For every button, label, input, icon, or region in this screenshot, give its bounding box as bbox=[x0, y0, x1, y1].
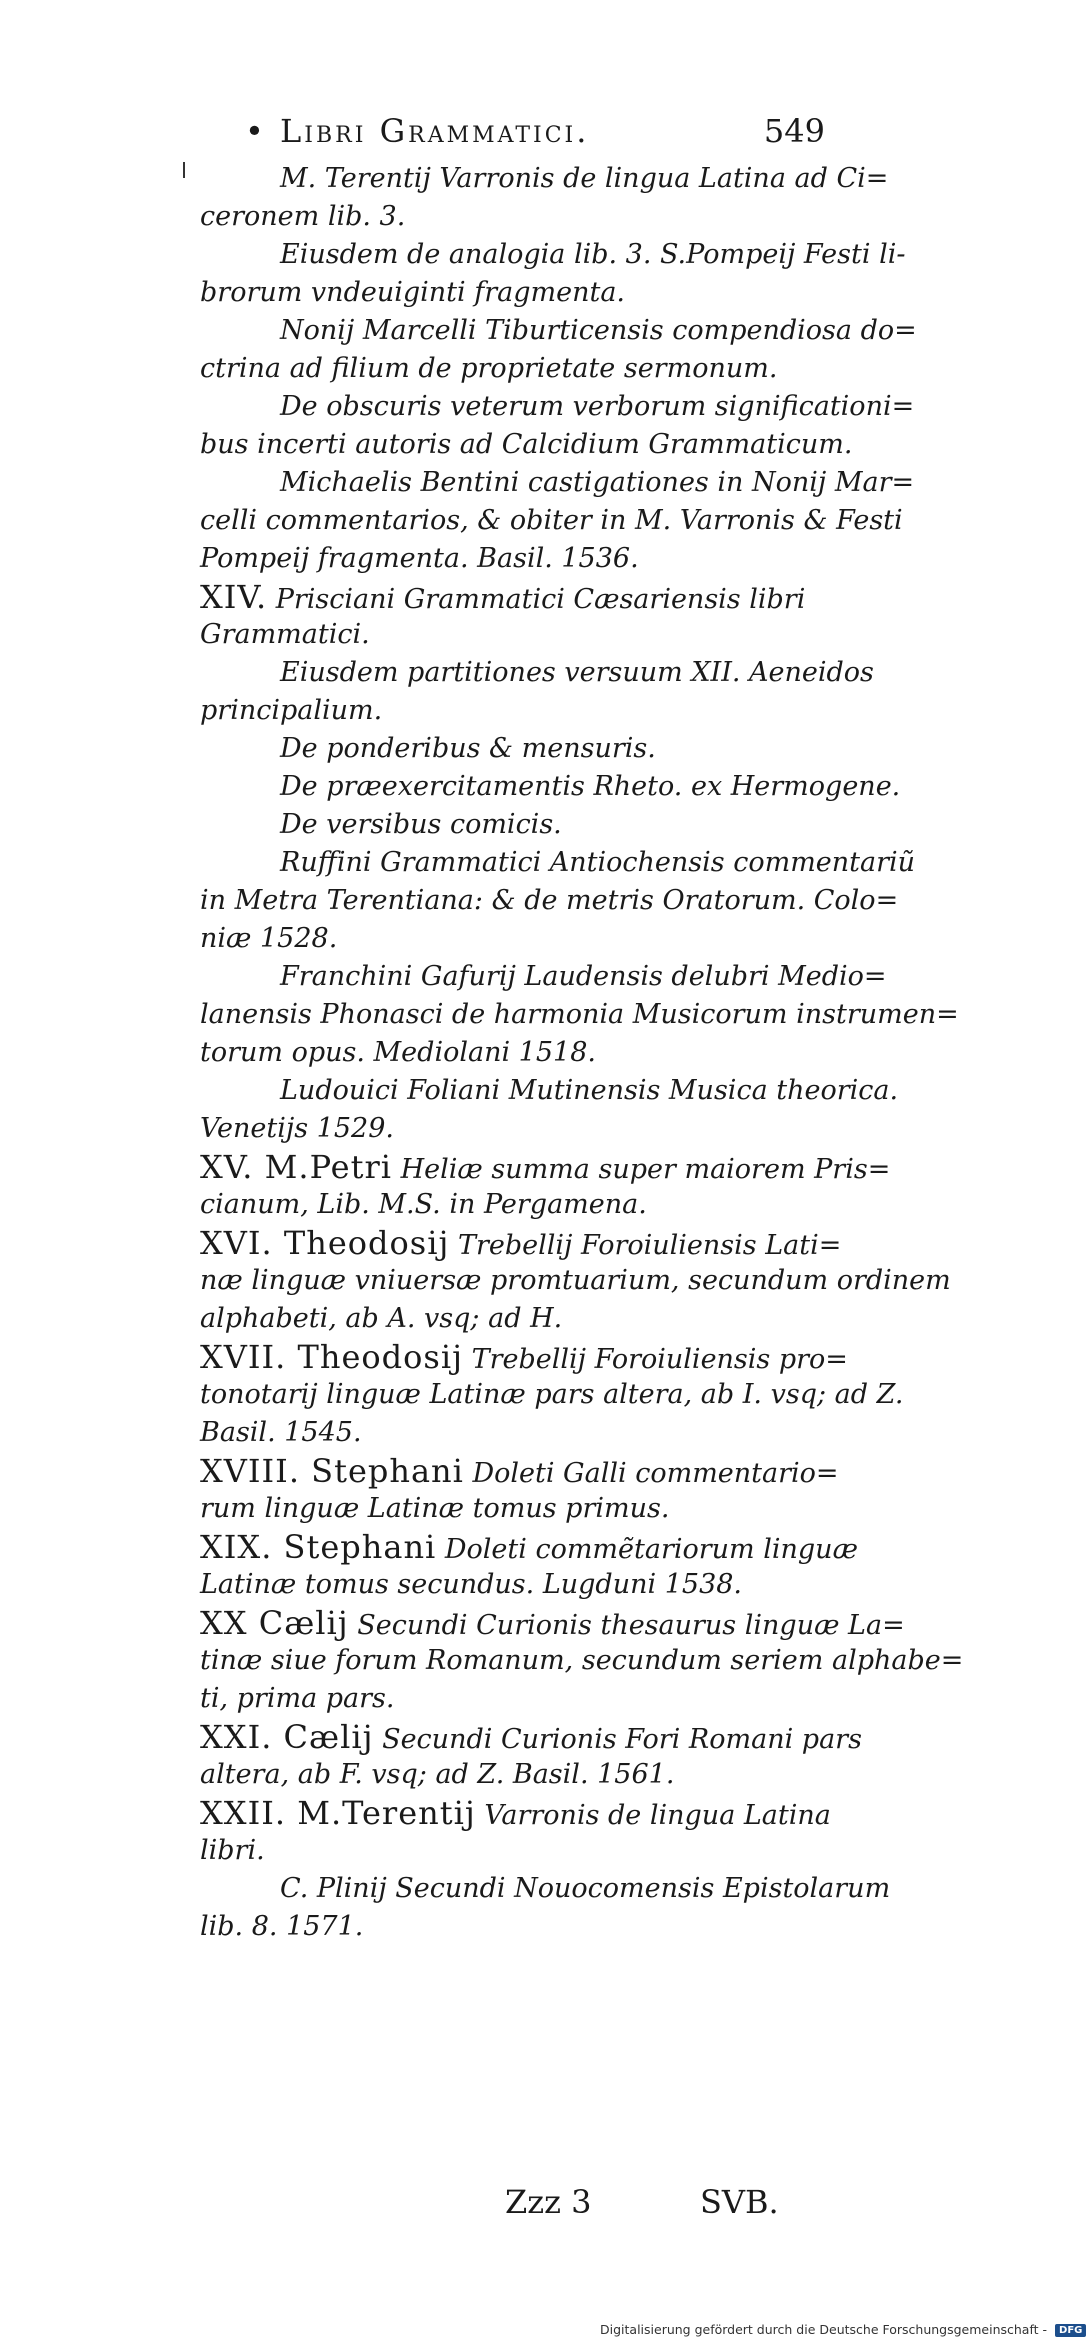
catalog-text-line: Venetijs 1529. bbox=[200, 1113, 394, 1144]
entry-number: XXII. M.Terentij bbox=[200, 1794, 476, 1832]
catalog-text-line: De præexercitamentis Rheto. ex Hermogene. bbox=[280, 771, 901, 802]
catalog-text-line: cianum, Lib. M.S. in Pergamena. bbox=[200, 1189, 647, 1220]
catalog-entry-heading-line bbox=[200, 1338, 848, 1376]
catalog-text-line: Ruffini Grammatici Antiochensis commentariũ bbox=[280, 847, 916, 878]
entry-title-text: Secundi Curionis Fori Romani pars bbox=[373, 1724, 862, 1755]
catalog-entry-heading-line bbox=[200, 1224, 840, 1262]
catalog-text-line: C. Plinij Secundi Nouocomensis Epistolarum bbox=[280, 1873, 891, 1904]
catalog-text-line: Eiusdem de analogia lib. 3. S.Pompeij Festi li- bbox=[280, 239, 906, 270]
margin-mark bbox=[183, 162, 185, 178]
catalog-text-line: M. Terentij Varronis de lingua Latina ad Ci= bbox=[280, 163, 889, 194]
catalog-text-line: Latinæ tomus secundus. Lugduni 1538. bbox=[200, 1569, 743, 1600]
catalog-entry-heading-line bbox=[200, 1718, 862, 1756]
catalog-text-line: rum linguæ Latinæ tomus primus. bbox=[200, 1493, 670, 1524]
catalog-text-line: Nonij Marcelli Tiburticensis compendiosa do= bbox=[280, 315, 917, 346]
signature-mark: Zzz 3 bbox=[505, 2183, 592, 2221]
entry-number: XXI. Cælij bbox=[200, 1718, 374, 1756]
digitization-note-text: Digitalisierung gefördert durch die Deutsche Forschungsgemeinschaft - bbox=[600, 2322, 1048, 2337]
catalog-text-line: principalium. bbox=[200, 695, 383, 726]
catalog-text-line: celli commentarios, & obiter in M. Varronis & Festi bbox=[200, 505, 903, 536]
catalog-entry-heading-line bbox=[200, 1148, 891, 1186]
catalog-text-line: Ludouici Foliani Mutinensis Musica theorica. bbox=[280, 1075, 899, 1106]
catalog-text-line: tonotarij linguæ Latinæ pars altera, ab I. vsq; ad Z. bbox=[200, 1379, 904, 1410]
page-footer bbox=[505, 2183, 805, 2229]
catalog-text-line: De versibus comicis. bbox=[280, 809, 562, 840]
catalog-entry-heading-line bbox=[200, 1604, 905, 1642]
catalog-text-line: Eiusdem partitiones versuum XII. Aeneidos bbox=[280, 657, 874, 688]
entry-number: XVI. Theodosij bbox=[200, 1224, 450, 1262]
entry-number: XX Cælij bbox=[200, 1604, 349, 1642]
catalog-text-line: De obscuris veterum verborum significationi= bbox=[280, 391, 915, 422]
running-head: • Libri Grammatici. bbox=[245, 112, 590, 150]
entry-title-text: Doleti commẽtariorum linguæ bbox=[436, 1534, 858, 1565]
catalog-text-line: libri. bbox=[200, 1835, 265, 1866]
catalog-text-line: torum opus. Mediolani 1518. bbox=[200, 1037, 596, 1068]
catalog-text-line: altera, ab F. vsq; ad Z. Basil. 1561. bbox=[200, 1759, 675, 1790]
catalog-text bbox=[200, 160, 964, 1946]
page-number: 549 bbox=[763, 112, 825, 150]
entry-number: XIX. Stephani bbox=[200, 1528, 437, 1566]
catalog-text-line: ctrina ad filium de proprietate sermonum. bbox=[200, 353, 778, 384]
entry-title-text: Doleti Galli commentario= bbox=[463, 1458, 839, 1489]
entry-title-text: Heliæ summa super maiorem Pris= bbox=[392, 1154, 891, 1185]
entry-title-text: Varronis de lingua Latina bbox=[475, 1800, 831, 1831]
catalog-text-line: Basil. 1545. bbox=[200, 1417, 362, 1448]
entry-title-text: Prisciani Grammatici Cæsariensis libri bbox=[267, 584, 806, 615]
entry-number: XIV. bbox=[200, 578, 268, 616]
entry-number: XVII. Theodosij bbox=[200, 1338, 463, 1376]
entry-title-text: Trebellij Foroiuliensis Lati= bbox=[449, 1230, 842, 1261]
catchword: SVB. bbox=[700, 2183, 779, 2221]
catalog-text-line: De ponderibus & mensuris. bbox=[280, 733, 656, 764]
catalog-text-line: alphabeti, ab A. vsq; ad H. bbox=[200, 1303, 563, 1334]
catalog-text-line: lanensis Phonasci de harmonia Musicorum instrumen= bbox=[200, 999, 959, 1030]
entry-title-text: Secundi Curionis thesaurus linguæ La= bbox=[348, 1610, 905, 1641]
catalog-text-line: Grammatici. bbox=[200, 619, 370, 650]
page-header bbox=[245, 112, 825, 162]
dfg-logo-badge: DFG bbox=[1055, 2324, 1086, 2337]
catalog-text-line: tinæ siue forum Romanum, secundum seriem alphabe= bbox=[200, 1645, 964, 1676]
catalog-entry-heading-line bbox=[200, 578, 840, 616]
catalog-text-line: lib. 8. 1571. bbox=[200, 1911, 364, 1942]
entry-number: XVIII. Stephani bbox=[200, 1452, 464, 1490]
catalog-text-line: bus incerti autoris ad Calcidium Grammaticum. bbox=[200, 429, 853, 460]
catalog-entry-heading-line bbox=[200, 1794, 840, 1832]
catalog-entry-heading-line bbox=[200, 1452, 840, 1490]
catalog-text-line: ceronem lib. 3. bbox=[200, 201, 406, 232]
catalog-text-line: in Metra Terentiana: & de metris Oratorum. Colo= bbox=[200, 885, 899, 916]
catalog-text-line: ti, prima pars. bbox=[200, 1683, 395, 1714]
entry-title-text: Trebellij Foroiuliensis pro= bbox=[463, 1344, 848, 1375]
catalog-text-line: Pompeij fragmenta. Basil. 1536. bbox=[200, 543, 639, 574]
catalog-text-line: Michaelis Bentini castigationes in Nonij Mar= bbox=[280, 467, 915, 498]
entry-number: XV. M.Petri bbox=[200, 1148, 392, 1186]
catalog-text-line: brorum vndeuiginti fragmenta. bbox=[200, 277, 626, 308]
catalog-text-line: næ linguæ vniuersæ promtuarium, secundum ordinem bbox=[200, 1265, 951, 1296]
catalog-entry-heading-line bbox=[200, 1528, 858, 1566]
digitization-credit bbox=[600, 2322, 1083, 2346]
catalog-text-line: niæ 1528. bbox=[200, 923, 338, 954]
catalog-text-line: Franchini Gafurij Laudensis delubri Medio= bbox=[280, 961, 887, 992]
